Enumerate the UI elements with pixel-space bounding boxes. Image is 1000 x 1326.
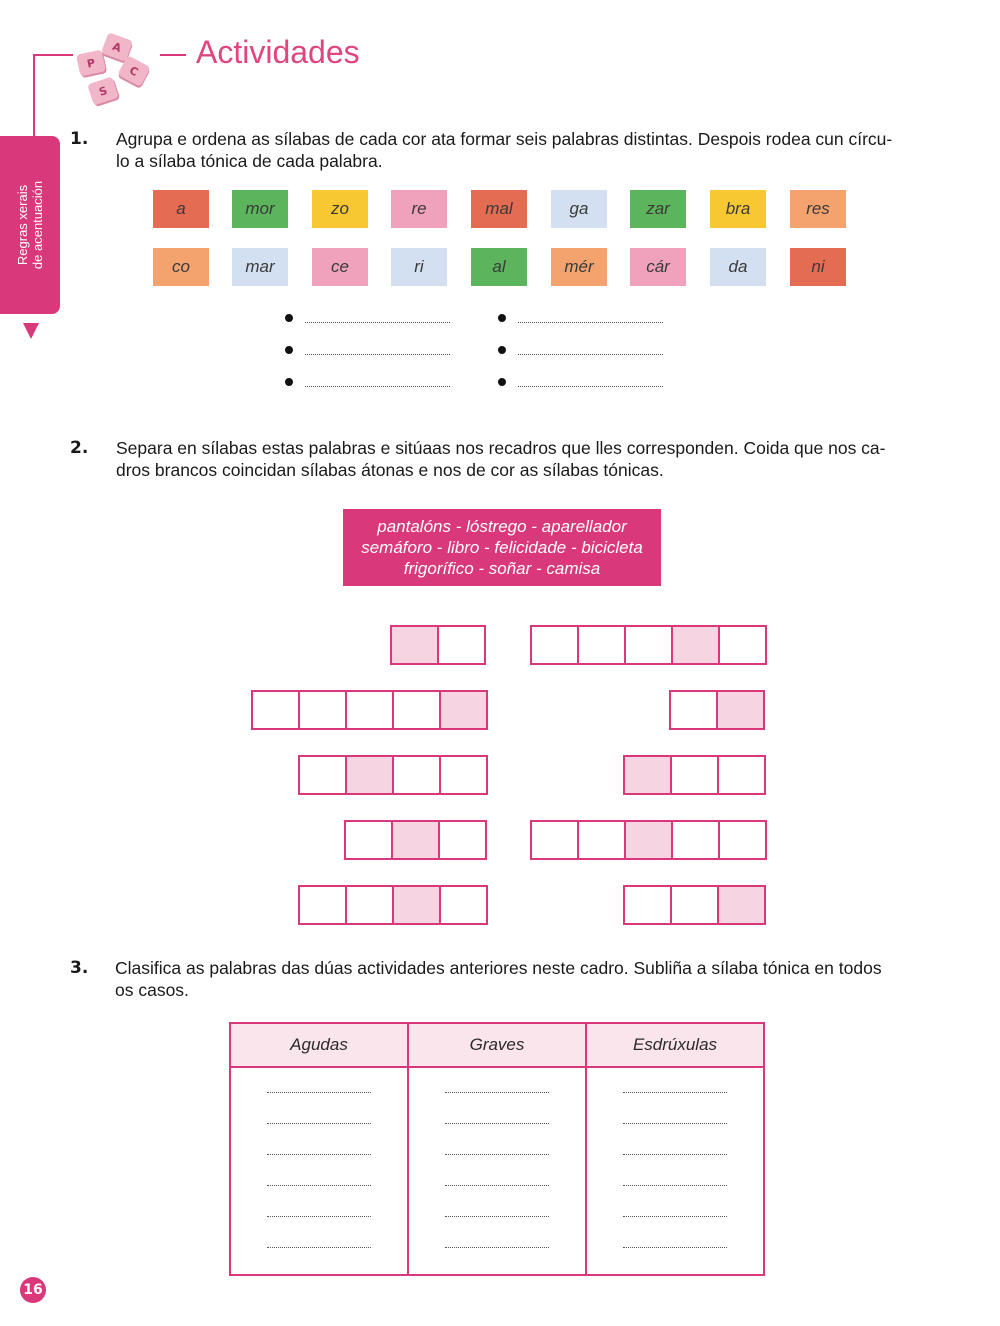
syllable-grid (623, 755, 766, 795)
syllable-cell[interactable] (530, 625, 579, 665)
syllable-tile: ga (551, 190, 607, 228)
syllable-grid (344, 820, 487, 860)
syllable-cell[interactable] (577, 820, 626, 860)
syllable-cell[interactable] (717, 885, 766, 925)
exercise-3-number: 3. (70, 958, 89, 978)
syllable-cell[interactable] (439, 690, 488, 730)
syllable-tile: mor (232, 190, 288, 228)
syllable-cell[interactable] (623, 755, 672, 795)
exercise-2-instructions: Separa en sílabas estas palabras e sitúaas nos recadros que lles corresponden. Coida que nos ca- dros brancos coincidan sílabas átonas e nos de cor as sílabas tónicas. (116, 438, 886, 480)
column-header-agudas: Agudas (230, 1023, 408, 1067)
syllable-tile: re (391, 190, 447, 228)
syllable-grid (390, 625, 486, 665)
syllable-tile: da (710, 248, 766, 286)
syllable-tile: cár (630, 248, 686, 286)
syllable-grid (298, 885, 488, 925)
syllable-tile: bra (710, 190, 766, 228)
letter-tile-s-icon: S (87, 77, 119, 106)
header-rule-vertical (33, 55, 35, 137)
column-agudas[interactable] (230, 1067, 408, 1275)
syllable-tile: zar (630, 190, 686, 228)
page-title: Actividades (196, 34, 360, 70)
syllable-cell[interactable] (718, 820, 767, 860)
syllable-tile: ce (312, 248, 368, 286)
syllable-tile: zo (312, 190, 368, 228)
syllable-tile: mal (471, 190, 527, 228)
classification-table (229, 1022, 765, 1276)
syllable-cell[interactable] (437, 625, 486, 665)
syllable-cell[interactable] (391, 820, 440, 860)
header-rule-right (160, 54, 186, 56)
answer-line[interactable] (498, 312, 663, 323)
answer-line[interactable] (498, 344, 663, 355)
syllable-cell[interactable] (439, 755, 488, 795)
syllable-cell[interactable] (670, 885, 719, 925)
syllable-cell[interactable] (671, 625, 720, 665)
syllable-grid (530, 625, 767, 665)
exercise-1-number: 1. (70, 129, 89, 149)
syllable-cell[interactable] (671, 820, 720, 860)
exercise-2-number: 2. (70, 438, 89, 458)
syllable-cell[interactable] (439, 885, 488, 925)
syllable-tile: mér (551, 248, 607, 286)
syllable-cell[interactable] (623, 885, 672, 925)
syllable-grid (623, 885, 766, 925)
syllable-tile: res (790, 190, 846, 228)
answer-line[interactable] (285, 344, 450, 355)
syllable-grid (530, 820, 767, 860)
column-header-graves: Graves (408, 1023, 586, 1067)
column-graves[interactable] (408, 1067, 586, 1275)
syllable-tile: co (153, 248, 209, 286)
syllable-cell[interactable] (251, 690, 300, 730)
syllable-cell[interactable] (624, 625, 673, 665)
syllable-tile: ri (391, 248, 447, 286)
syllable-cell[interactable] (577, 625, 626, 665)
syllable-cell[interactable] (717, 755, 766, 795)
syllable-grid (298, 755, 488, 795)
answer-line[interactable] (285, 376, 450, 387)
syllable-cell[interactable] (624, 820, 673, 860)
syllable-cell[interactable] (298, 885, 347, 925)
syllable-cell[interactable] (344, 820, 393, 860)
answer-line[interactable] (498, 376, 663, 387)
exercise-1-instructions: Agrupa e ordena as sílabas de cada cor ata formar seis palabras distintas. Despois rodea cun círcu- lo a sílaba tónica de cada palabra. (116, 129, 893, 171)
syllable-cell[interactable] (392, 755, 441, 795)
letter-tile-p-icon: P (76, 50, 106, 77)
syllable-tile: a (153, 190, 209, 228)
letter-tile-c-icon: C (117, 55, 150, 87)
syllable-cell[interactable] (530, 820, 579, 860)
syllable-cell[interactable] (392, 690, 441, 730)
down-triangle-icon (23, 323, 39, 339)
syllable-cell[interactable] (345, 885, 394, 925)
syllable-cell[interactable] (716, 690, 765, 730)
exercise-3-instructions: Clasifica as palabras das dúas actividades anteriores neste cadro. Subliña a sílaba tónica en todos os casos. (115, 958, 882, 1000)
header-rule-left (33, 54, 73, 56)
syllable-cell[interactable] (718, 625, 767, 665)
syllable-cell[interactable] (298, 755, 347, 795)
word-list-box: pantalóns - lóstrego - aparellador semáforo - libro - felicidade - bicicleta frigorífico - soñar - camisa (343, 509, 661, 586)
syllable-cell[interactable] (390, 625, 439, 665)
column-header-esdruxulas: Esdrúxulas (586, 1023, 764, 1067)
section-tab-label: Regras xerais de acentuación (15, 180, 45, 270)
answer-line[interactable] (285, 312, 450, 323)
syllable-cell[interactable] (345, 755, 394, 795)
page-number: 16 (20, 1277, 46, 1303)
syllable-cell[interactable] (438, 820, 487, 860)
syllable-cell[interactable] (345, 690, 394, 730)
syllable-cell[interactable] (670, 755, 719, 795)
syllable-cell[interactable] (298, 690, 347, 730)
syllable-grid (669, 690, 765, 730)
syllable-cell[interactable] (392, 885, 441, 925)
syllable-cell[interactable] (669, 690, 718, 730)
syllable-tile: al (471, 248, 527, 286)
syllable-grid (251, 690, 488, 730)
syllable-tile: mar (232, 248, 288, 286)
syllable-tile: ni (790, 248, 846, 286)
column-esdruxulas[interactable] (586, 1067, 764, 1275)
letter-tile-a-icon: A (101, 32, 133, 62)
